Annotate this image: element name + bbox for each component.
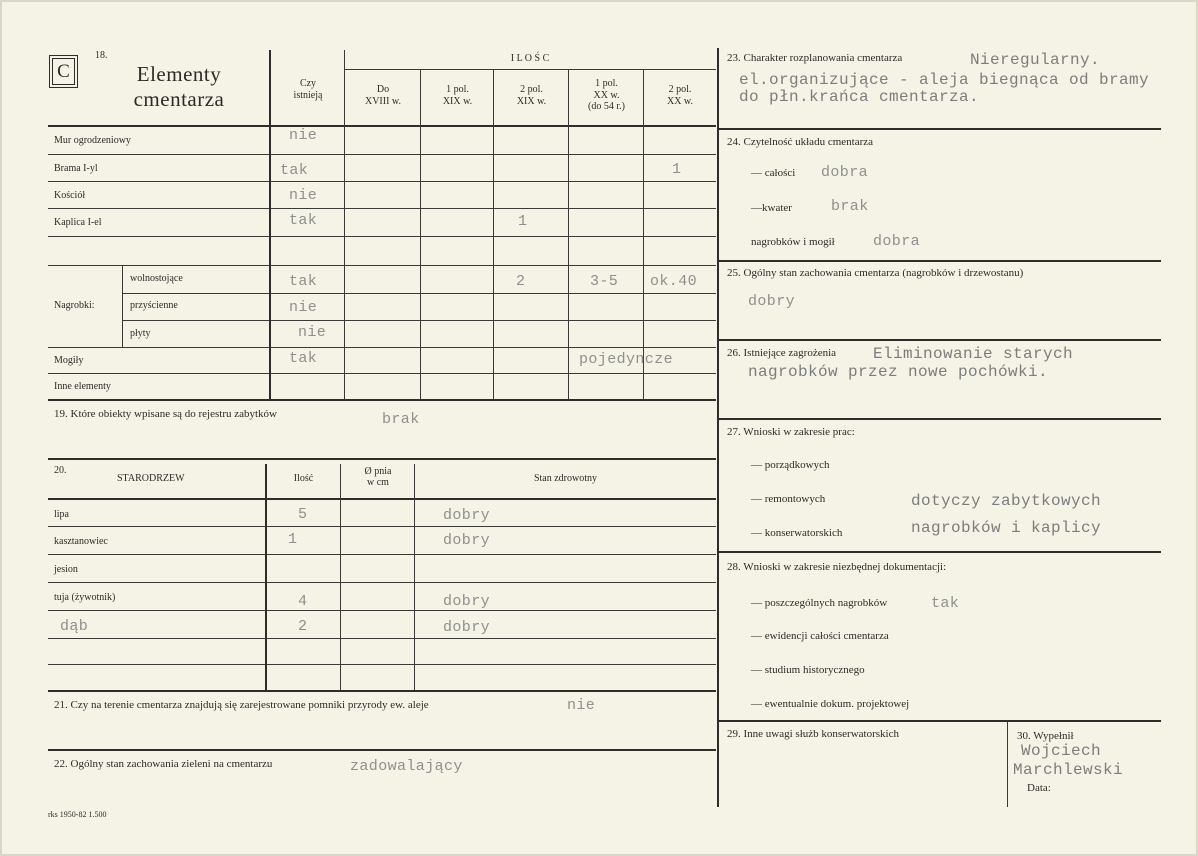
tree-count-linden: 5 <box>298 506 308 523</box>
tree-health-thuja: dobry <box>443 593 491 610</box>
element-label-chapel: Kaplica I-el <box>54 217 102 228</box>
col-header-exists: Czy istnieją <box>293 78 323 101</box>
element-label-church: Kościół <box>54 190 86 201</box>
q27-answer-line2: nagrobków i kaplicy <box>911 519 1102 537</box>
element-graves-period-4: pojedyncze <box>579 351 674 368</box>
element-chapel-period-3: 1 <box>518 213 528 230</box>
element-label-freestanding: wolnostojące <box>130 273 183 284</box>
q28-records: — ewidencji całości cmentarza <box>751 630 889 642</box>
q28-historical: — studium historycznego <box>751 664 865 676</box>
tree-name-ash: jesion <box>54 564 78 575</box>
q28-label: 28. Wnioski w zakresie niezbędnej dokumentacji: <box>727 561 947 573</box>
q27-cleanup: — porządkowych <box>751 459 830 471</box>
q27-label: 27. Wnioski w zakresie prac: <box>727 426 855 438</box>
q26-line2: nagrobków przez nowe pochówki. <box>748 363 1049 381</box>
q24-whole-value: dobra <box>821 164 869 181</box>
col-header-period-1: Do XVIII w. <box>364 84 401 107</box>
q28-design: — ewentualnie dokum. projektowej <box>751 698 910 710</box>
element-label-gate: Brama I-yl <box>54 163 98 174</box>
tree-count-thuja: 4 <box>298 593 308 610</box>
q24-quarters-value: brak <box>831 198 869 215</box>
element-freestanding-period-4: 3-5 <box>590 273 619 290</box>
q22-answer: zadowalający <box>350 758 463 775</box>
q27-answer-line1: dotyczy zabytkowych <box>911 492 1102 510</box>
element-exists-gate: tak <box>280 162 309 179</box>
element-label-slabs: płyty <box>130 328 151 339</box>
q30-label: 30. Wypełnił <box>1017 730 1074 742</box>
q21-label: 21. Czy na terenie cmentarza znajdują się zarejestrowane pomniki przyrody ew. aleje <box>54 699 429 711</box>
element-freestanding-period-5: ok.40 <box>650 273 698 290</box>
col-header-period-5: 2 pol. XX w. <box>666 84 693 107</box>
q28-individual-value: tak <box>931 595 960 612</box>
q24-graves-label: nagrobków i mogił <box>751 236 835 248</box>
q24-quarters-label: —kwater <box>751 202 792 214</box>
q26-line1: Eliminowanie starych <box>873 345 1074 363</box>
q24-whole-label: — całości <box>751 167 796 179</box>
tree-health-oak: dobry <box>443 619 491 636</box>
q23-line1: Nieregularny. <box>970 51 1101 69</box>
element-exists-graves: tak <box>289 350 318 367</box>
section-title-line2: cmentarza <box>133 87 225 111</box>
element-gate-period-5: 1 <box>672 161 682 178</box>
trees-col-health: Stan zdrowotny <box>533 473 598 484</box>
col-header-quantity: I L O Ś C <box>510 53 550 64</box>
q25-answer: dobry <box>748 293 796 310</box>
q26-label: 26. Istniejące zagrożenia <box>727 347 837 359</box>
col-header-period-4: 1 pol. XX w. (do 54 r.) <box>588 78 625 112</box>
q28-individual: — poszczególnych nagrobków <box>751 597 888 609</box>
element-exists-freestanding: tak <box>289 273 318 290</box>
q23-line2: el.organizujące - aleja biegnąca od bramy <box>739 71 1150 89</box>
q23-label: 23. Charakter rozplanowania cmentarza <box>727 52 903 64</box>
q29-label: 29. Inne uwagi służb konserwatorskich <box>727 728 899 740</box>
q19-label: 19. Które obiekty wpisane są do rejestru zabytków <box>54 408 277 420</box>
q23-line3: do płn.krańca cmentarza. <box>739 88 980 106</box>
tree-count-chestnut: 1 <box>288 531 298 548</box>
element-label-wall: Mur ogrodzeniowy <box>54 135 131 146</box>
q24-graves-value: dobra <box>873 233 921 250</box>
footer-print-code: rks 1950-82 1.500 <box>48 810 107 819</box>
q20-number: 20. <box>54 465 67 476</box>
q30-date-label: Data: <box>1027 782 1051 794</box>
q22-label: 22. Ogólny stan zachowania zieleni na cmentarzu <box>54 758 273 770</box>
element-exists-wall: nie <box>289 127 318 144</box>
element-exists-wall-mounted: nie <box>289 299 318 316</box>
tree-health-chestnut: dobry <box>443 532 491 549</box>
q30-name-line1: Wojciech <box>1021 742 1102 760</box>
tree-name-chestnut: kasztanowiec <box>54 536 108 547</box>
tombstones-group-label: Nagrobki: <box>54 300 95 311</box>
element-exists-chapel: tak <box>289 212 318 229</box>
tree-name-thuja: tuja (żywotnik) <box>54 592 116 603</box>
tree-health-linden: dobry <box>443 507 491 524</box>
trees-col-diameter: Ø pnia w cm <box>364 466 392 488</box>
tree-name-oak: dąb <box>60 618 89 635</box>
category-letter: C <box>57 61 70 82</box>
trees-col-name: STARODRZEW <box>117 473 185 484</box>
col-header-period-3: 2 pol. XIX w. <box>516 84 547 107</box>
category-box <box>49 55 78 88</box>
q25-label: 25. Ogólny stan zachowania cmentarza (nagrobków i drzewostanu) <box>727 267 1024 279</box>
q19-answer: brak <box>382 411 420 428</box>
q27-repair: — remontowych <box>751 493 826 505</box>
element-label-other: Inne elementy <box>54 381 111 392</box>
q30-name-line2: Marchlewski <box>1013 761 1124 779</box>
q21-answer: nie <box>567 697 596 714</box>
trees-col-count: Ilość <box>293 473 314 484</box>
element-label-graves: Mogiły <box>54 355 84 366</box>
col-header-period-2: 1 pol. XIX w. <box>442 84 473 107</box>
element-exists-church: nie <box>289 187 318 204</box>
tree-count-oak: 2 <box>298 618 308 635</box>
element-exists-slabs: nie <box>298 324 327 341</box>
section-number-18: 18. <box>95 50 108 61</box>
q24-label: 24. Czytelność układu cmentarza <box>727 136 874 148</box>
element-freestanding-period-3: 2 <box>516 273 526 290</box>
element-label-wall-mounted: przyścienne <box>130 300 178 311</box>
section-title-line1: Elementy <box>136 62 222 86</box>
q27-conservation: — konserwatorskich <box>751 527 843 539</box>
tree-name-linden: lipa <box>54 509 69 520</box>
